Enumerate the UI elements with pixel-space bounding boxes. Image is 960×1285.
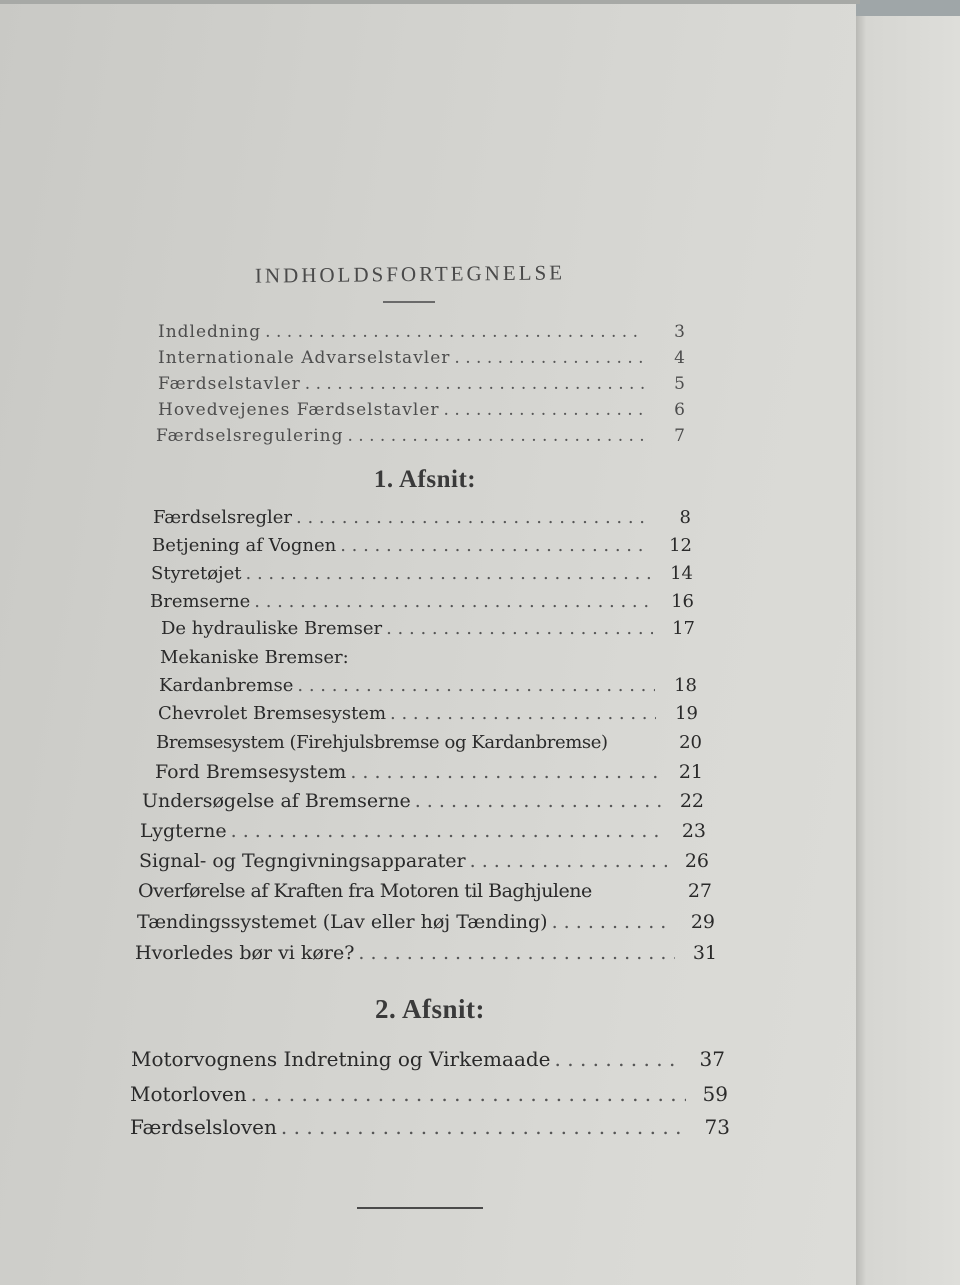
toc-leader xyxy=(555,1047,683,1071)
toc-entry-label: Signal- og Tegngivningsapparater xyxy=(139,850,466,872)
toc-entry-page: 29 xyxy=(690,911,715,933)
toc-entry xyxy=(135,942,717,972)
toc-entry-label: Mekaniske Bremser: xyxy=(160,647,349,668)
toc-leader xyxy=(296,507,649,528)
page-edge xyxy=(856,0,960,1285)
toc-entry-page: 23 xyxy=(681,820,706,842)
toc-entry xyxy=(150,591,694,621)
toc-leader xyxy=(350,761,661,783)
toc-entry-label: Motorvognens Indretning og Virkemaade xyxy=(131,1047,551,1071)
toc-leader xyxy=(265,322,644,342)
toc-entry xyxy=(158,703,698,733)
toc-leader xyxy=(444,400,644,420)
toc-entry-label: Lygterne xyxy=(140,820,227,842)
toc-entry-label: Bremserne xyxy=(150,591,251,612)
toc-entry-label: De hydrauliske Bremser xyxy=(161,618,383,639)
toc-entry-label: Hvorledes bør vi køre? xyxy=(135,942,355,964)
toc-entry xyxy=(152,535,692,565)
toc-entry xyxy=(153,507,691,537)
section-2-title: 2. Afsnit: xyxy=(374,994,485,1024)
toc-entry-label: Overførelse af Kraften fra Motoren til Baghjulene xyxy=(138,880,592,902)
section-1-title: 1. Afsnit: xyxy=(373,466,477,493)
toc-entry xyxy=(131,1047,725,1077)
toc-subheading xyxy=(160,647,460,677)
toc-leader xyxy=(454,348,644,368)
toc-entry-label: Betjening af Vognen xyxy=(152,535,337,556)
background-strip xyxy=(856,0,960,16)
toc-title: INDHOLDSFORTEGNELSE xyxy=(254,260,566,288)
toc-leader xyxy=(358,942,675,964)
toc-entry-page: 37 xyxy=(699,1047,725,1071)
page-top-crease xyxy=(0,0,860,4)
toc-leader xyxy=(297,675,655,696)
toc-entry-page: 20 xyxy=(679,732,702,753)
toc-entry xyxy=(156,426,686,456)
toc-leader xyxy=(470,850,667,872)
toc-leader xyxy=(340,535,650,556)
toc-entry xyxy=(161,618,695,648)
toc-leader xyxy=(251,1082,686,1106)
toc-entry-label: Kardanbremse xyxy=(159,675,294,696)
toc-entry-page: 7 xyxy=(674,426,686,446)
toc-entry-label: Færdselstavler xyxy=(158,374,301,394)
toc-leader xyxy=(386,618,653,639)
toc-leader xyxy=(348,426,645,446)
toc-entry xyxy=(151,563,693,593)
toc-entry xyxy=(138,880,712,910)
toc-entry-label: Færdselsloven xyxy=(130,1115,277,1139)
toc-entry-page: 4 xyxy=(674,348,686,368)
toc-entry-page: 31 xyxy=(692,942,717,964)
toc-leader xyxy=(305,374,644,394)
toc-entry-label: Motorloven xyxy=(130,1082,247,1106)
toc-entry-label: Hovedvejenes Færdselstavler xyxy=(158,400,440,420)
toc-leader xyxy=(415,790,662,812)
toc-leader xyxy=(281,1115,688,1139)
toc-entry-label: Færdselsregler xyxy=(153,507,292,528)
toc-entry-page: 14 xyxy=(670,563,693,584)
toc-entry-page: 26 xyxy=(684,850,709,872)
toc-entry-page: 6 xyxy=(674,400,686,420)
toc-entry xyxy=(140,820,706,850)
toc-leader xyxy=(254,591,652,612)
toc-leader xyxy=(552,911,673,933)
toc-entry-page: 22 xyxy=(679,790,704,812)
toc-entry-label: Undersøgelse af Bremserne xyxy=(142,790,411,812)
toc-leader xyxy=(231,820,664,842)
toc-entry-page: 73 xyxy=(704,1115,730,1139)
toc-entry-page: 16 xyxy=(671,591,694,612)
toc-entry-label: Chevrolet Bremsesystem xyxy=(158,703,387,724)
toc-entry-page: 8 xyxy=(679,507,691,528)
toc-entry-label: Styretøjet xyxy=(151,563,242,584)
toc-entry-page: 19 xyxy=(675,703,698,724)
toc-entry xyxy=(159,675,697,705)
toc-entry-page: 18 xyxy=(674,675,697,696)
toc-entry-page: 12 xyxy=(669,535,692,556)
toc-entry-label: Ford Bremsesystem xyxy=(155,761,347,783)
toc-entry-label: Internationale Advarselstavler xyxy=(158,348,451,368)
toc-entry-page: 5 xyxy=(674,374,686,394)
toc-leader xyxy=(246,563,651,584)
toc-entry xyxy=(130,1115,730,1145)
toc-entry-label: Bremsesystem (Firehjulsbremse og Kardanbremse) xyxy=(156,732,608,753)
toc-leader xyxy=(390,703,656,724)
toc-entry-page: 59 xyxy=(702,1082,728,1106)
toc-entry-page: 17 xyxy=(672,618,695,639)
toc-entry-page: 21 xyxy=(678,761,703,783)
toc-entry-label: Færdselsregulering xyxy=(156,426,344,446)
toc-entry-label: Tændingssystemet (Lav eller høj Tænding) xyxy=(137,911,548,933)
toc-entry xyxy=(156,732,702,762)
toc-entry-page: 27 xyxy=(687,880,712,902)
toc-entry xyxy=(142,790,704,820)
title-rule xyxy=(383,301,435,303)
toc-entry xyxy=(139,850,709,880)
bottom-rule xyxy=(357,1207,483,1209)
toc-entry-page: 3 xyxy=(674,322,686,342)
toc-entry-label: Indledning xyxy=(158,322,262,342)
toc-entry xyxy=(137,911,715,941)
toc-entry xyxy=(130,1082,728,1112)
toc-entry xyxy=(155,761,703,791)
